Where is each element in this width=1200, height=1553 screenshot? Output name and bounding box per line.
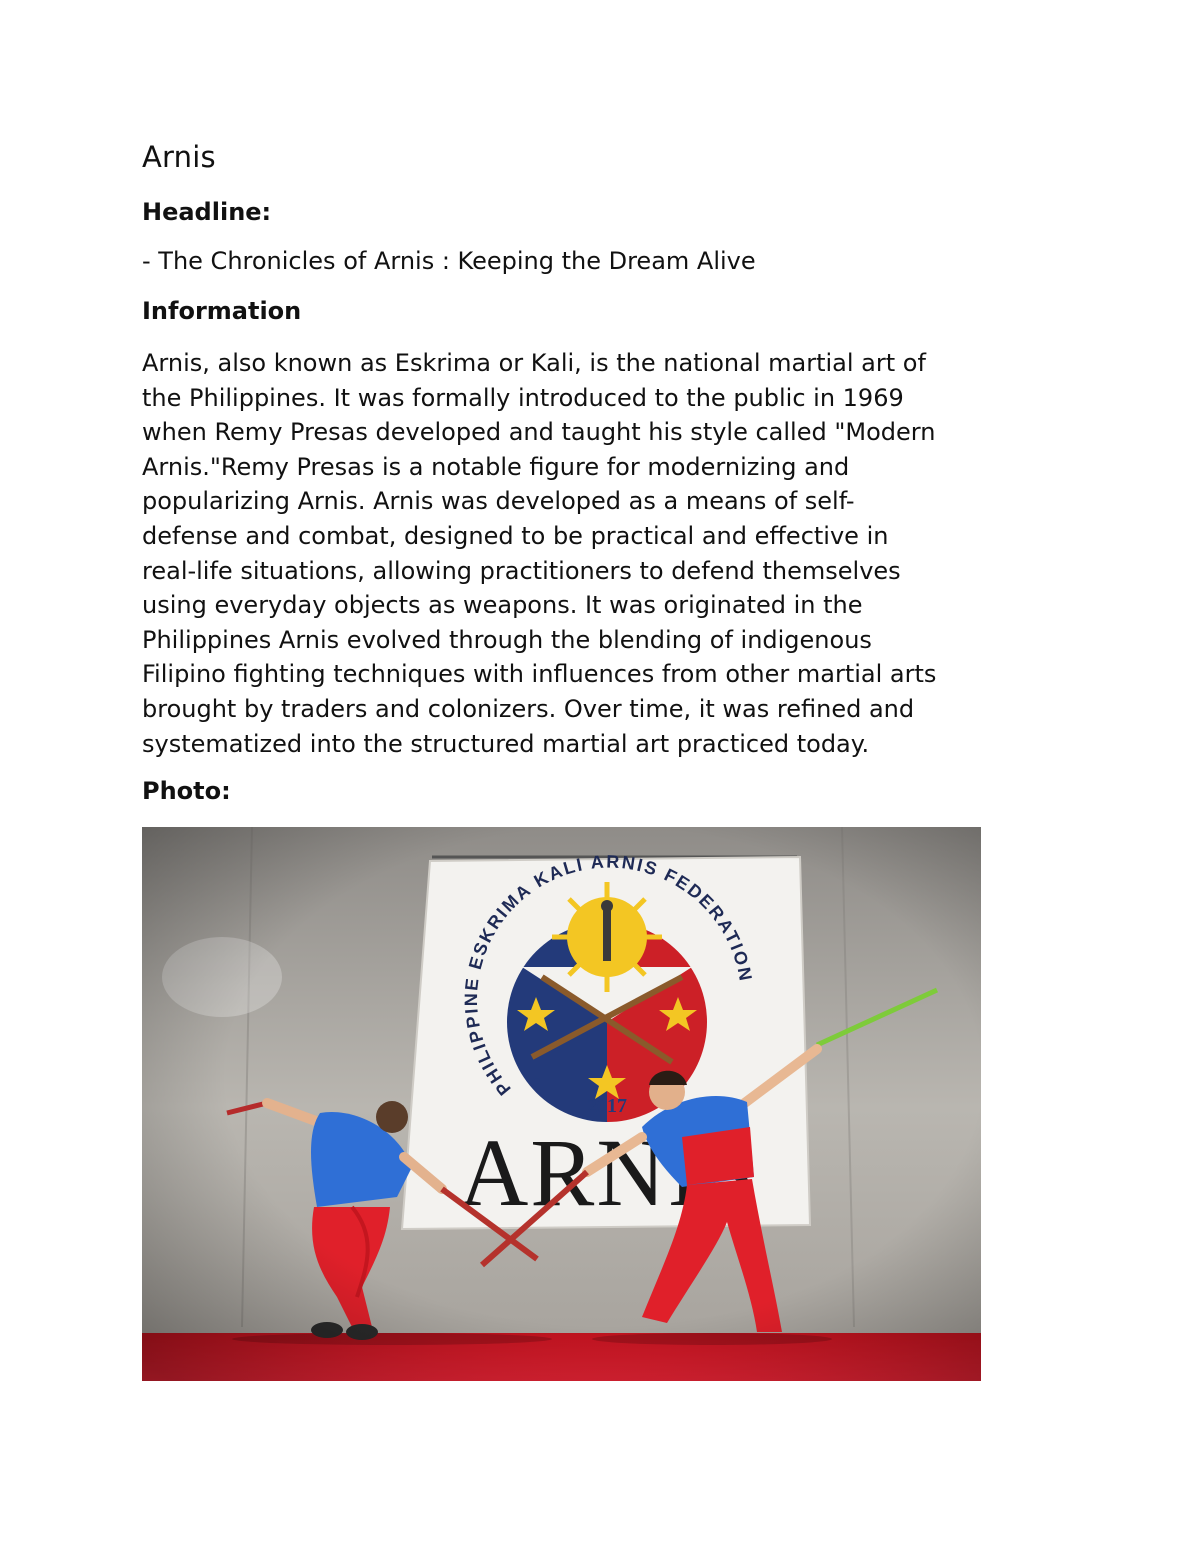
paragraph-line: Filipino fighting techniques with influences from other martial arts [142, 660, 937, 689]
information-paragraph [142, 346, 1072, 761]
photo-label: Photo: [142, 777, 231, 805]
paragraph-line: Arnis."Remy Presas is a notable figure for modernizing and [142, 452, 850, 481]
paragraph-line: Philippines Arnis evolved through the blending of indigenous [142, 625, 872, 654]
paragraph-line: popularizing Arnis. Arnis was developed as a means of self- [142, 487, 855, 516]
paragraph-line: brought by traders and colonizers. Over time, it was refined and [142, 694, 915, 723]
paragraph-line: using everyday objects as weapons. It was originated in the [142, 591, 863, 620]
information-label: Information [142, 297, 302, 325]
headline-label: Headline: [142, 198, 272, 226]
headline-text: - The Chronicles of Arnis : Keeping the Dream Alive [142, 247, 756, 275]
document-title: Arnis [142, 140, 216, 174]
paragraph-line: Arnis, also known as Eskrima or Kali, is the national martial art of [142, 349, 926, 377]
paragraph-line: the Philippines. It was formally introduced to the public in 1969 [142, 383, 904, 412]
arnis-photo-illustration [142, 827, 981, 1381]
paragraph-line: when Remy Presas developed and taught his style called "Modern [142, 418, 936, 447]
paragraph-line: systematized into the structured martial art practiced today. [142, 729, 870, 758]
paragraph-line: real-life situations, allowing practitioners to defend themselves [142, 556, 901, 585]
paragraph-line: defense and combat, designed to be practical and effective in [142, 521, 889, 550]
arnis-photo [142, 827, 981, 1381]
